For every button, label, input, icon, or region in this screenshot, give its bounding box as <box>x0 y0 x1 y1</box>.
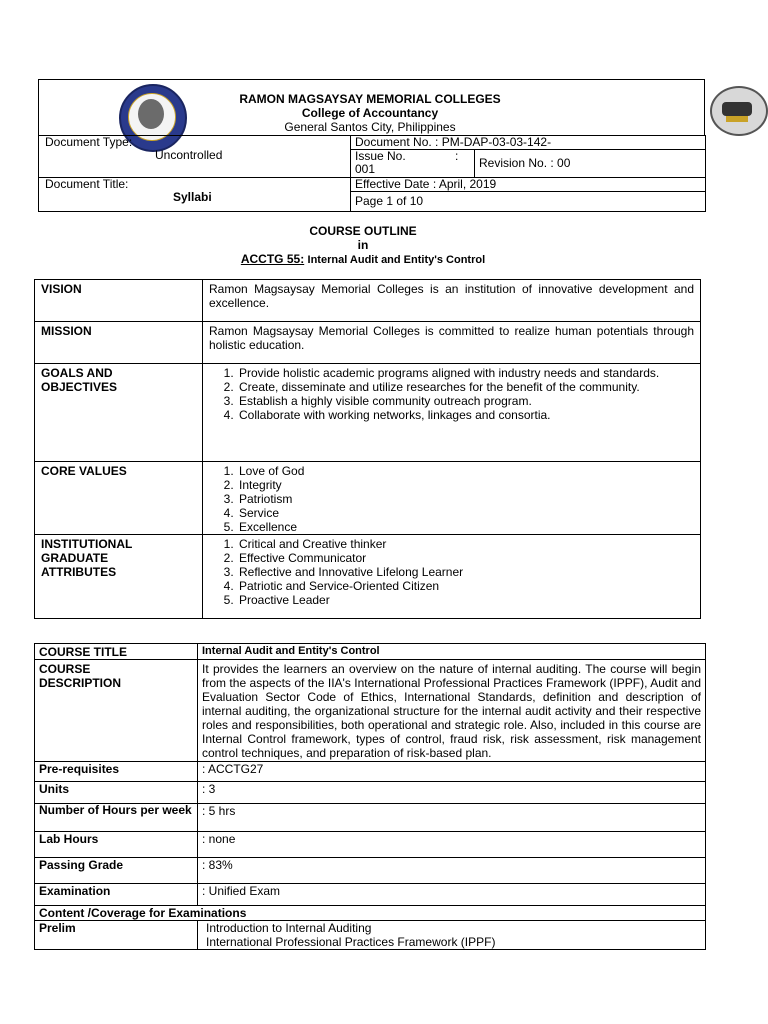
issue-label: Issue No. <box>355 149 406 163</box>
list-item: Introduction to Internal Auditing <box>206 921 372 935</box>
list-item: 3. Establish a highly visible community outreach program. <box>237 394 694 408</box>
prerequisites-label: Pre-requisites <box>35 762 198 782</box>
course-outline-in: in <box>357 238 369 252</box>
list-item: 4. Service <box>237 506 694 520</box>
list-item: 2. Create, disseminate and utilize researches for the benefit of the community. <box>237 380 694 394</box>
lab-hours-label: Lab Hours <box>35 832 198 858</box>
list-item: International Professional Practices Framework (IPPF) <box>206 935 496 949</box>
vision-label: VISION <box>35 280 203 322</box>
list-item: 1. Provide holistic academic programs aligned with industry needs and standards. <box>237 366 694 380</box>
course-description-label: COURSE DESCRIPTION <box>35 660 198 762</box>
examination-label: Examination <box>35 884 198 906</box>
passing-grade-value: : 83% <box>198 858 706 884</box>
school-name: RAMON MAGSAYSAY MEMORIAL COLLEGES <box>239 92 501 106</box>
list-item: 3. Patriotism <box>237 492 694 506</box>
list-item: 5. Excellence <box>237 520 694 534</box>
revision-number: Revision No. : 00 <box>475 150 706 178</box>
mission-label: MISSION <box>35 322 203 364</box>
core-values-list <box>203 462 701 535</box>
doc-title-label: Document Title: <box>45 177 129 191</box>
issue-colon: : <box>455 149 459 163</box>
document-control-table <box>38 135 706 212</box>
core-values-label: CORE VALUES <box>35 462 203 535</box>
lab-hours-value: : none <box>198 832 706 858</box>
prelim-topics <box>198 921 706 950</box>
doc-type-label: Document Type: <box>45 135 133 149</box>
graduate-attributes-label: INSTITUTIONAL GRADUATE ATTRIBUTES <box>35 535 203 619</box>
doc-title-value: Syllabi <box>173 190 212 204</box>
list-item: 2. Integrity <box>237 478 694 492</box>
doc-type-value: Uncontrolled <box>155 148 223 162</box>
course-description-text: It provides the learners an overview on the nature of internal auditing. The course will begin from the aspects of the IIA's International Professional Practices Framework (IPPF), Audit and Evaluation Sector Code of Ethics, International Standards, definition and description of internal auditing, the organizational structure for the internal audit activity and their respective roles and responsibilities, both operational and strategic role. Also, included in this course are Internal Control framework, types of control, fraud risk, risk assessment, risk management control techniques, and preparation of risk-based plan. <box>198 660 706 762</box>
course-details-table <box>34 643 706 950</box>
document-number: Document No. : PM-DAP-03-03-142- <box>351 136 706 150</box>
passing-grade-label: Passing Grade <box>35 858 198 884</box>
list-item: 5. Proactive Leader <box>237 593 694 607</box>
prerequisites-value: : ACCTG27 <box>198 762 706 782</box>
course-outline-heading: COURSE OUTLINE <box>309 224 417 238</box>
course-name: Internal Audit and Entity's Control <box>307 254 486 266</box>
graduate-attributes-list <box>203 535 701 619</box>
list-item: 3. Reflective and Innovative Lifelong Learner <box>237 565 694 579</box>
page-number: Page 1 of 10 <box>351 192 706 212</box>
college-name: College of Accountancy <box>301 106 439 120</box>
mission-text: Ramon Magsaysay Memorial Colleges is committed to realize human potentials through holistic education. <box>203 322 701 364</box>
list-item: 4. Collaborate with working networks, linkages and consortia. <box>237 408 694 422</box>
list-item: 1. Love of God <box>237 464 694 478</box>
hours-value: : 5 hrs <box>198 804 706 832</box>
eagles-logo <box>710 86 768 136</box>
units-label: Units <box>35 782 198 804</box>
list-item: 4. Patriotic and Service-Oriented Citizen <box>237 579 694 593</box>
units-value: : 3 <box>198 782 706 804</box>
course-code-line <box>180 252 546 267</box>
list-item: 1. Critical and Creative thinker <box>237 537 694 551</box>
course-title-label: COURSE TITLE <box>35 644 198 660</box>
prelim-label: Prelim <box>35 921 198 950</box>
school-location: General Santos City, Philippines <box>284 120 456 134</box>
hours-label: Number of Hours per week <box>35 804 198 832</box>
goals-label: GOALS AND OBJECTIVES <box>35 364 203 462</box>
institution-table <box>34 279 701 619</box>
list-item: 2. Effective Communicator <box>237 551 694 565</box>
effective-date: Effective Date : April, 2019 <box>351 178 706 192</box>
vision-text: Ramon Magsaysay Memorial Colleges is an institution of innovative development and excellence. <box>203 280 701 322</box>
goals-list <box>203 364 701 462</box>
examination-value: : Unified Exam <box>198 884 706 906</box>
issue-number: 001 <box>355 162 376 176</box>
course-title-value: Internal Audit and Entity's Control <box>198 644 706 660</box>
course-code: ACCTG 55: <box>240 252 305 266</box>
exam-coverage-heading: Content /Coverage for Examinations <box>35 906 706 921</box>
